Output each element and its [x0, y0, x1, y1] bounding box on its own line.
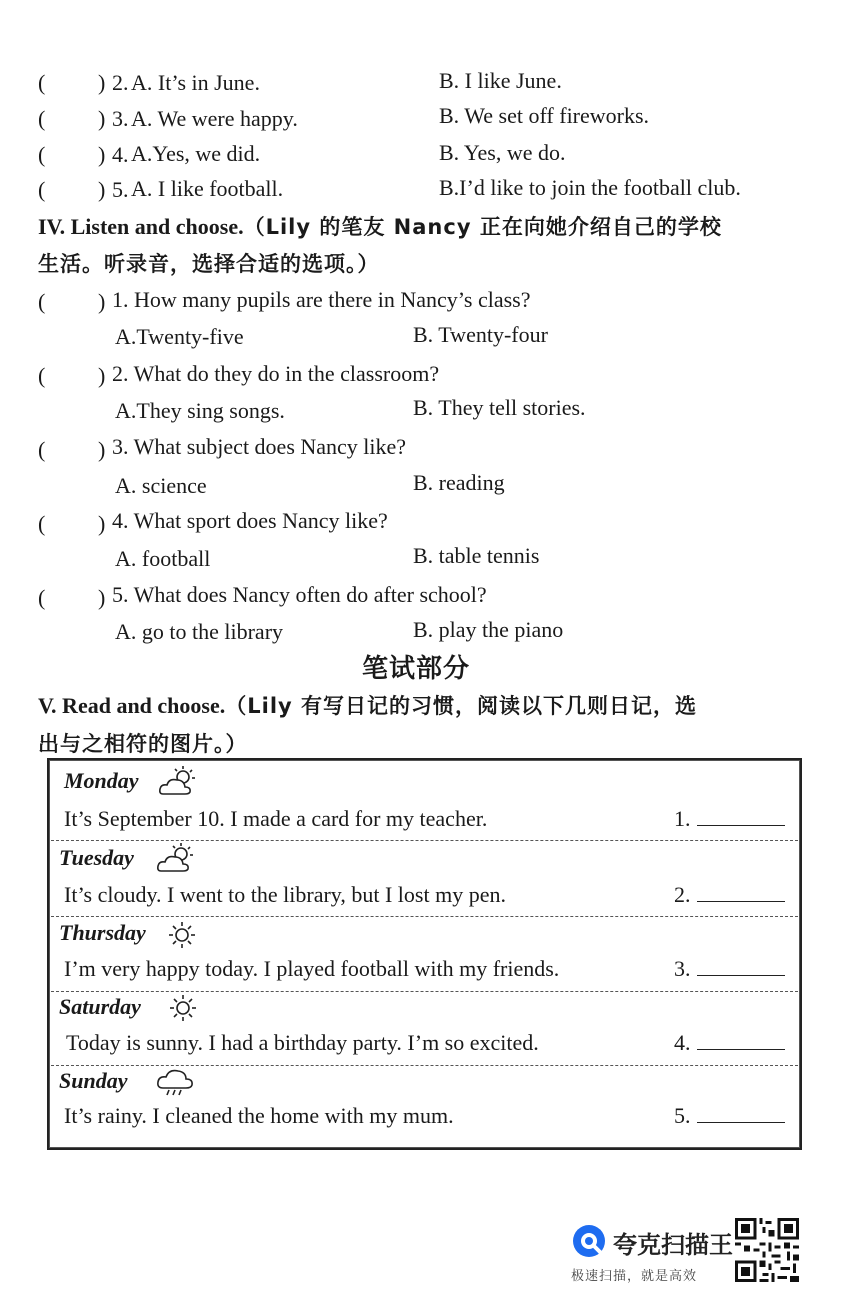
- answer-paren-close: ): [98, 70, 106, 95]
- question-number: 3.: [112, 106, 129, 131]
- section-iv-heading: [38, 211, 722, 241]
- partly-cloudy-icon: [155, 841, 195, 875]
- answer-paren-close: ): [98, 106, 106, 131]
- answer-paren-close: ): [98, 585, 106, 610]
- answer-paren-close: ): [98, 363, 106, 388]
- section-title-cn: （Lily 的笔友 Nancy 正在向她介绍自己的学校: [243, 215, 722, 239]
- question-number: 4.: [112, 142, 129, 167]
- row-divider: [51, 991, 798, 992]
- option-b: B. I like June.: [439, 68, 562, 93]
- option-a: A.Yes, we did.: [131, 141, 261, 166]
- option-a: A. football: [115, 546, 211, 571]
- option-b: B. Yes, we do.: [439, 140, 566, 165]
- option-a: A.Twenty-five: [115, 324, 244, 349]
- section-title-en: IV. Listen and choose.: [38, 214, 244, 239]
- section-title-cn-line2: 出与之相符的图片。）: [38, 732, 248, 756]
- answer-paren-close: ): [98, 511, 106, 536]
- answer-slot[interactable]: [674, 1030, 785, 1056]
- option-b: B. play the piano: [413, 617, 564, 642]
- answer-paren-open: (: [38, 70, 46, 95]
- section-v-heading: [38, 690, 697, 720]
- answer-paren-close: ): [98, 177, 106, 202]
- answer-slot[interactable]: [674, 1103, 785, 1129]
- diary-day: Tuesday: [59, 845, 134, 870]
- diary-day: Thursday: [59, 920, 146, 945]
- written-part-title: 笔试部分: [362, 654, 471, 684]
- option-b: B.I’d like to join the football club.: [439, 175, 741, 200]
- diary-text: Today is sunny. I had a birthday party. I’m so excited.: [66, 1030, 539, 1055]
- answer-number: 2.: [674, 882, 691, 907]
- answer-paren-open: (: [38, 142, 46, 167]
- diary-text: It’s September 10. I made a card for my teacher.: [64, 806, 488, 831]
- answer-number: 3.: [674, 956, 691, 981]
- section-title-cn: （Lily 有写日记的习惯，阅读以下几则日记，选: [225, 694, 698, 718]
- answer-paren-open: (: [38, 106, 46, 131]
- question-text: 1. How many pupils are there in Nancy’s class?: [112, 287, 531, 312]
- answer-paren-open: (: [38, 437, 46, 462]
- option-b: B. reading: [413, 470, 505, 495]
- option-b: B. table tennis: [413, 543, 540, 568]
- answer-slot[interactable]: [674, 806, 785, 832]
- answer-blank[interactable]: [697, 957, 785, 976]
- sun-icon: [166, 920, 198, 950]
- diary-day: Saturday: [59, 994, 141, 1019]
- diary-day: Monday: [64, 768, 139, 793]
- section-title-en: V. Read and choose.: [38, 693, 226, 718]
- row-divider: [51, 916, 798, 917]
- option-a: A. go to the library: [115, 619, 284, 644]
- partly-cloudy-icon: [157, 764, 197, 798]
- answer-number: 5.: [674, 1103, 691, 1128]
- answer-paren-close: ): [98, 142, 106, 167]
- section-title-cn-line2: 生活。听录音，选择合适的选项。）: [38, 252, 380, 276]
- option-b: B. We set off fireworks.: [439, 103, 650, 128]
- answer-blank[interactable]: [697, 1104, 785, 1123]
- diary-text: I’m very happy today. I played football with my friends.: [64, 956, 560, 981]
- answer-blank[interactable]: [697, 883, 785, 902]
- question-number: 2.: [112, 70, 129, 95]
- option-a: A. I like football.: [131, 176, 284, 201]
- option-b: B. They tell stories.: [413, 395, 586, 420]
- option-a: A. science: [115, 473, 207, 498]
- option-a: A. It’s in June.: [131, 70, 260, 95]
- diary-day: Sunday: [59, 1068, 128, 1093]
- answer-paren-close: ): [98, 437, 106, 462]
- diary-table: [47, 758, 802, 1150]
- answer-paren-open: (: [38, 511, 46, 536]
- answer-paren-open: (: [38, 177, 46, 202]
- sun-icon: [167, 993, 199, 1023]
- answer-blank[interactable]: [697, 807, 785, 826]
- brand-name: 夸克扫描王: [613, 1231, 733, 1259]
- answer-number: 4.: [674, 1030, 691, 1055]
- question-text: 5. What does Nancy often do after school?: [112, 582, 487, 607]
- answer-paren-close: ): [98, 289, 106, 314]
- option-a: A.They sing songs.: [115, 398, 285, 423]
- question-text: 2. What do they do in the classroom?: [112, 361, 440, 386]
- option-a: A. We were happy.: [131, 106, 298, 131]
- qr-code-icon: [735, 1218, 799, 1282]
- question-text: 3. What subject does Nancy like?: [112, 434, 407, 459]
- question-number: 5.: [112, 177, 129, 202]
- answer-slot[interactable]: [674, 956, 785, 982]
- answer-paren-open: (: [38, 585, 46, 610]
- answer-number: 1.: [674, 806, 691, 831]
- answer-slot[interactable]: [674, 882, 785, 908]
- answer-paren-open: (: [38, 289, 46, 314]
- question-text: 4. What sport does Nancy like?: [112, 508, 388, 533]
- rain-cloud-icon: [155, 1066, 195, 1098]
- answer-blank[interactable]: [697, 1031, 785, 1050]
- diary-text: It’s rainy. I cleaned the home with my mum.: [64, 1103, 454, 1128]
- quark-logo-icon: [571, 1223, 607, 1259]
- option-b: B. Twenty-four: [413, 322, 548, 347]
- answer-paren-open: (: [38, 363, 46, 388]
- brand-slogan: 极速扫描，就是高效: [571, 1269, 698, 1284]
- diary-text: It’s cloudy. I went to the library, but I lost my pen.: [64, 882, 506, 907]
